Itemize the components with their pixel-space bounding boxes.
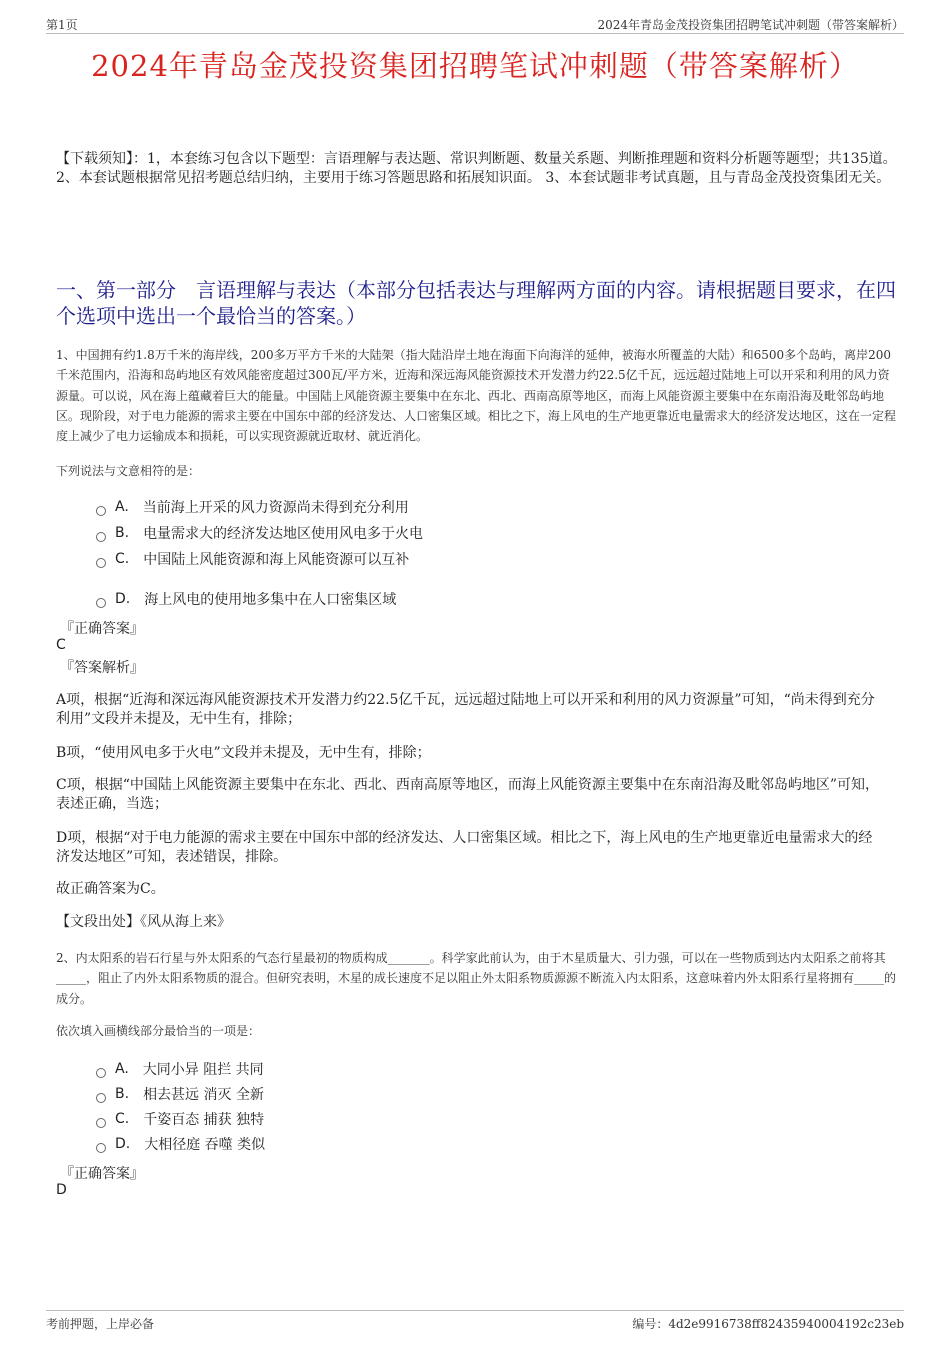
q2-answer-label: 『正确答案』 [60,1166,144,1182]
q1-answer-value: C [56,637,66,653]
q1-analysis-c: C项，根据“中国陆上风能资源主要集中在东北、西北、西南高原等地区，而海上风能资源主要集中在东南沿海及毗邻岛屿地区”可知，表述正确，当选； [56,777,880,812]
q1-analysis-a: A项，根据“近海和深远海风能资源技术开发潜力约22.5亿千瓦，远远超过陆地上可以开采和利用的风力资源量”可知，“尚未得到充分利用”文段并未提及，无中生有，排除； [56,692,875,727]
option-text: 当前海上开采的风力资源尚未得到充分利用 [142,500,409,516]
q1-analysis-b: B项，“使用风电多于火电”文段并未提及，无中生有，排除； [56,745,431,761]
q1-analysis-d: D项，根据“对于电力能源的需求主要在中国东中部的经济发达、人口密集区域。相比之下，海上风电的生产地更靠近电量需求大的经济发达地区”可知，表述错误，排除。 [56,830,873,865]
section-heading: 一、第一部分 言语理解与表达（本部分包括表达与理解两方面的内容。请根据题目要求，在四个选项中选出一个最恰当的答案。） [56,278,896,328]
q1-analysis-label: 『答案解析』 [60,660,144,676]
radio-icon[interactable] [96,1068,106,1078]
q1-option-d[interactable] [96,589,396,609]
radio-icon[interactable] [96,532,106,542]
header-doc-title: 2024年青岛金茂投资集团招聘笔试冲刺题（带答案解析） [597,18,904,32]
q1-source: 【文段出处】《风从海上来》 [56,914,231,930]
option-letter: D. [115,1136,131,1152]
option-text: 中国陆上风能资源和海上风能资源可以互补 [143,552,410,568]
option-text: 电量需求大的经济发达地区使用风电多于火电 [143,526,424,542]
q2-option-c[interactable] [96,1109,264,1129]
option-text: 大相径庭 吞噬 类似 [144,1137,266,1153]
option-text: 海上风电的使用地多集中在人口密集区域 [144,592,397,608]
radio-icon[interactable] [96,1093,106,1103]
footer-divider [46,1310,904,1311]
q1-conclusion: 故正确答案为C。 [56,881,165,897]
question-1-prompt: 下列说法与文意相符的是： [56,464,201,478]
option-letter: B. [115,1086,130,1102]
radio-icon[interactable] [96,558,106,568]
option-letter: C. [115,551,130,567]
option-text: 相去甚远 消灭 全新 [143,1087,264,1103]
q2-option-a[interactable] [96,1059,264,1079]
q2-answer-value: D [56,1182,67,1198]
q1-answer-label: 『正确答案』 [60,621,144,637]
option-letter: B. [115,525,130,541]
footer-doc-id: 编号：4d2e9916738ff82435940004192c23eb [632,1317,904,1331]
q2-option-d[interactable] [96,1134,265,1154]
option-letter: D. [115,591,131,607]
footer-slogan: 考前押题，上岸必备 [46,1317,155,1331]
q1-option-a[interactable] [96,497,409,517]
radio-icon[interactable] [96,1143,106,1153]
option-text: 大同小异 阻拦 共同 [142,1062,264,1078]
option-letter: A. [115,499,129,515]
q1-option-b[interactable] [96,523,423,543]
page-number: 第1页 [46,18,78,32]
page-title: 2024年青岛金茂投资集团招聘笔试冲刺题（带答案解析） [91,49,859,83]
radio-icon[interactable] [96,1118,106,1128]
radio-icon[interactable] [96,598,106,608]
question-2-stem: 2、内太阳系的岩石行星与外太阳系的气态行星最初的物质构成_______。科学家此前认为，由于木星质量大、引力强，可以在一些物质到达内太阳系之前将其_____，阻止了内外太阳系物质的混合。但研究表明，木星的成长速度不足以阻止外太阳系物质源源不断流入内太阳系，这意味着内外太阳系行星将拥有_____的成分。 [56,951,897,1006]
download-notice: 【下载须知】：1，本套练习包含以下题型：言语理解与表达题、常识判断题、数量关系题、判断推理题和资料分析题等题型；共135道。 2、本套试题根据常见招考题总结归纳，主要用于练习答题思路和拓展知识面。 3、本套试题非考试真题，且与青岛金茂投资集团无关。 [56,151,897,186]
q2-option-b[interactable] [96,1084,264,1104]
option-letter: C. [115,1111,130,1127]
q1-option-c[interactable] [96,549,409,569]
question-2-prompt: 依次填入画横线部分最恰当的一项是： [56,1024,261,1038]
option-letter: A. [115,1061,129,1077]
radio-icon[interactable] [96,506,106,516]
option-text: 千姿百态 捕获 独特 [143,1112,265,1128]
question-1-stem: 1、中国拥有约1.8万千米的海岸线，200多万平方千米的大陆架（指大陆沿岸土地在海面下向海洋的延伸，被海水所覆盖的大陆）和6500多个岛屿，离岸200千米范围内，沿海和岛屿地区有效风能密度超过300瓦/平方米，近海和深远海风能资源技术开发潜力约22.5亿千瓦，远远超过陆地上可以开采和利用的风力资源量。可以说，风在海上蕴藏着巨大的能量。中国陆上风能资源主要集中在东北、西北、西南高原等地区，而海上风能资源主要集中在东南沿海及毗邻岛屿地区。现阶段，对于电力能源的需求主要在中国东中部的经济发达、人口密集区域。相比之下，海上风电的生产地更靠近电量需求大的经济发达地区，这在一定程度上减少了电力运输成本和损耗，可以实现资源就近取材、就近消化。 [56,348,897,444]
header-divider [46,33,904,34]
